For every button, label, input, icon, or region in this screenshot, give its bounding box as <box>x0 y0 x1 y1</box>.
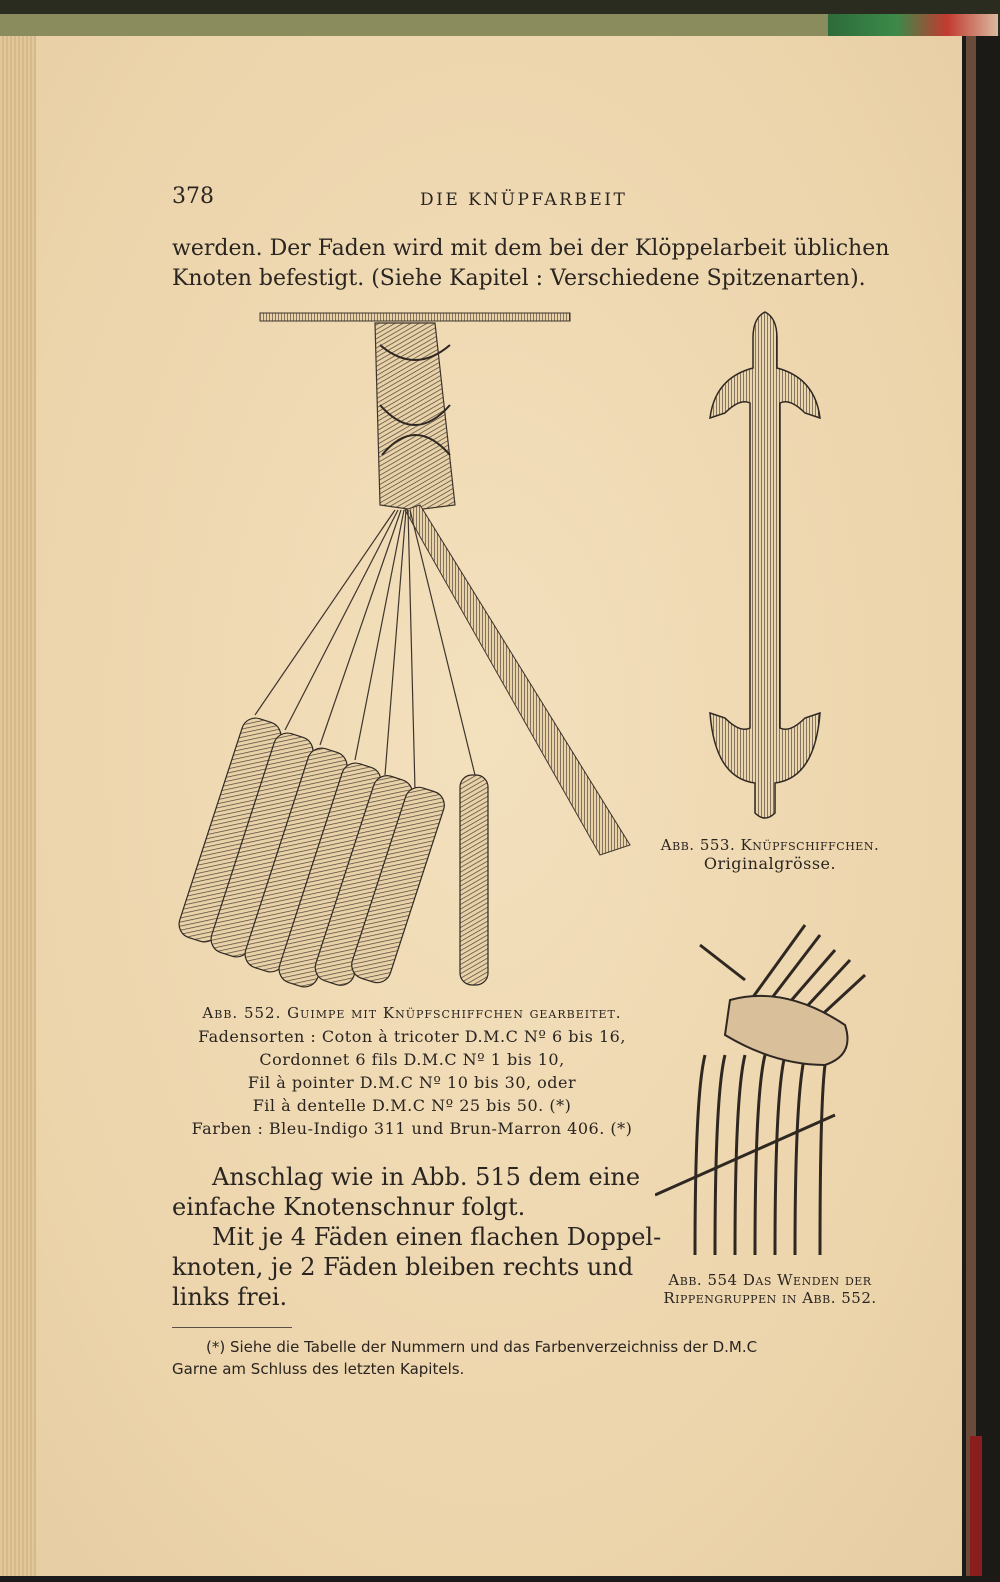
footnote-line: Garne am Schluss des letzten Kapitels. <box>172 1360 465 1378</box>
spine-strip <box>966 36 976 1576</box>
figure-553-title: Abb. 553. Knüpfschiffchen. <box>660 836 880 854</box>
figure-552-line: Fil à pointer D.M.C Nº 10 bis 30, oder <box>247 1073 577 1092</box>
figure-552-line: Fil à dentelle D.M.C Nº 25 bis 50. (*) <box>252 1096 572 1115</box>
intro-paragraph <box>172 234 892 294</box>
footnote-rule <box>172 1327 292 1328</box>
figure-552-title: Abb. 552. Guimpe mit Knüpfschiffchen gearbeitet. <box>202 1004 622 1022</box>
footnote <box>172 1336 892 1380</box>
figure-552-illustration <box>170 305 640 995</box>
figure-552-line: Farben : Bleu-Indigo 311 und Brun-Marron 406. (*) <box>191 1119 633 1138</box>
figure-553-caption <box>640 836 900 873</box>
body-line: einfache Knotenschnur folgt. <box>172 1193 526 1221</box>
figure-554-caption-line: Abb. 554 Das Wenden der <box>668 1271 872 1289</box>
body-line: Anschlag wie in Abb. 515 dem eine <box>212 1163 641 1191</box>
figure-552-caption <box>172 1002 652 1140</box>
figure-554-illustration <box>655 915 885 1265</box>
intro-line: Knoten befestigt. (Siehe Kapitel : Verschiedene Spitzenarten). <box>172 266 866 291</box>
footnote-line: (*) Siehe die Tabelle der Nummern und das Farbenverzeichniss der D.M.C <box>206 1338 758 1356</box>
figure-554-caption-line: Rippengruppen in Abb. 552. <box>663 1289 877 1307</box>
figure-553-illustration <box>695 308 835 828</box>
figure-554-caption <box>640 1271 900 1307</box>
figure-553-subtitle: Originalgrösse. <box>703 854 837 873</box>
intro-line: werden. Der Faden wird mit dem bei der Klöppelarbeit üblichen <box>172 236 890 261</box>
figure-552-line: Fadensorten : Coton à tricoter D.M.C Nº 6 bis 16, <box>198 1027 626 1046</box>
body-paragraph <box>172 1162 662 1312</box>
book-top-edge <box>0 0 1000 36</box>
running-head: DIE KNÜPFARBEIT <box>420 190 628 210</box>
body-line: knoten, je 2 Fäden bleiben rechts und <box>172 1253 634 1281</box>
body-line: Mit je 4 Fäden einen flachen Doppel- <box>212 1223 662 1251</box>
page-edges-left <box>0 36 36 1576</box>
bookmark-ribbon <box>828 14 998 38</box>
spine-red-mark <box>970 1436 982 1576</box>
figure-552-line: Cordonnet 6 fils D.M.C Nº 1 bis 10, <box>259 1050 565 1069</box>
page-number: 378 <box>172 184 214 209</box>
binding-cloth <box>0 14 960 36</box>
book-spine-right <box>962 36 1000 1582</box>
body-line: links frei. <box>172 1283 288 1311</box>
